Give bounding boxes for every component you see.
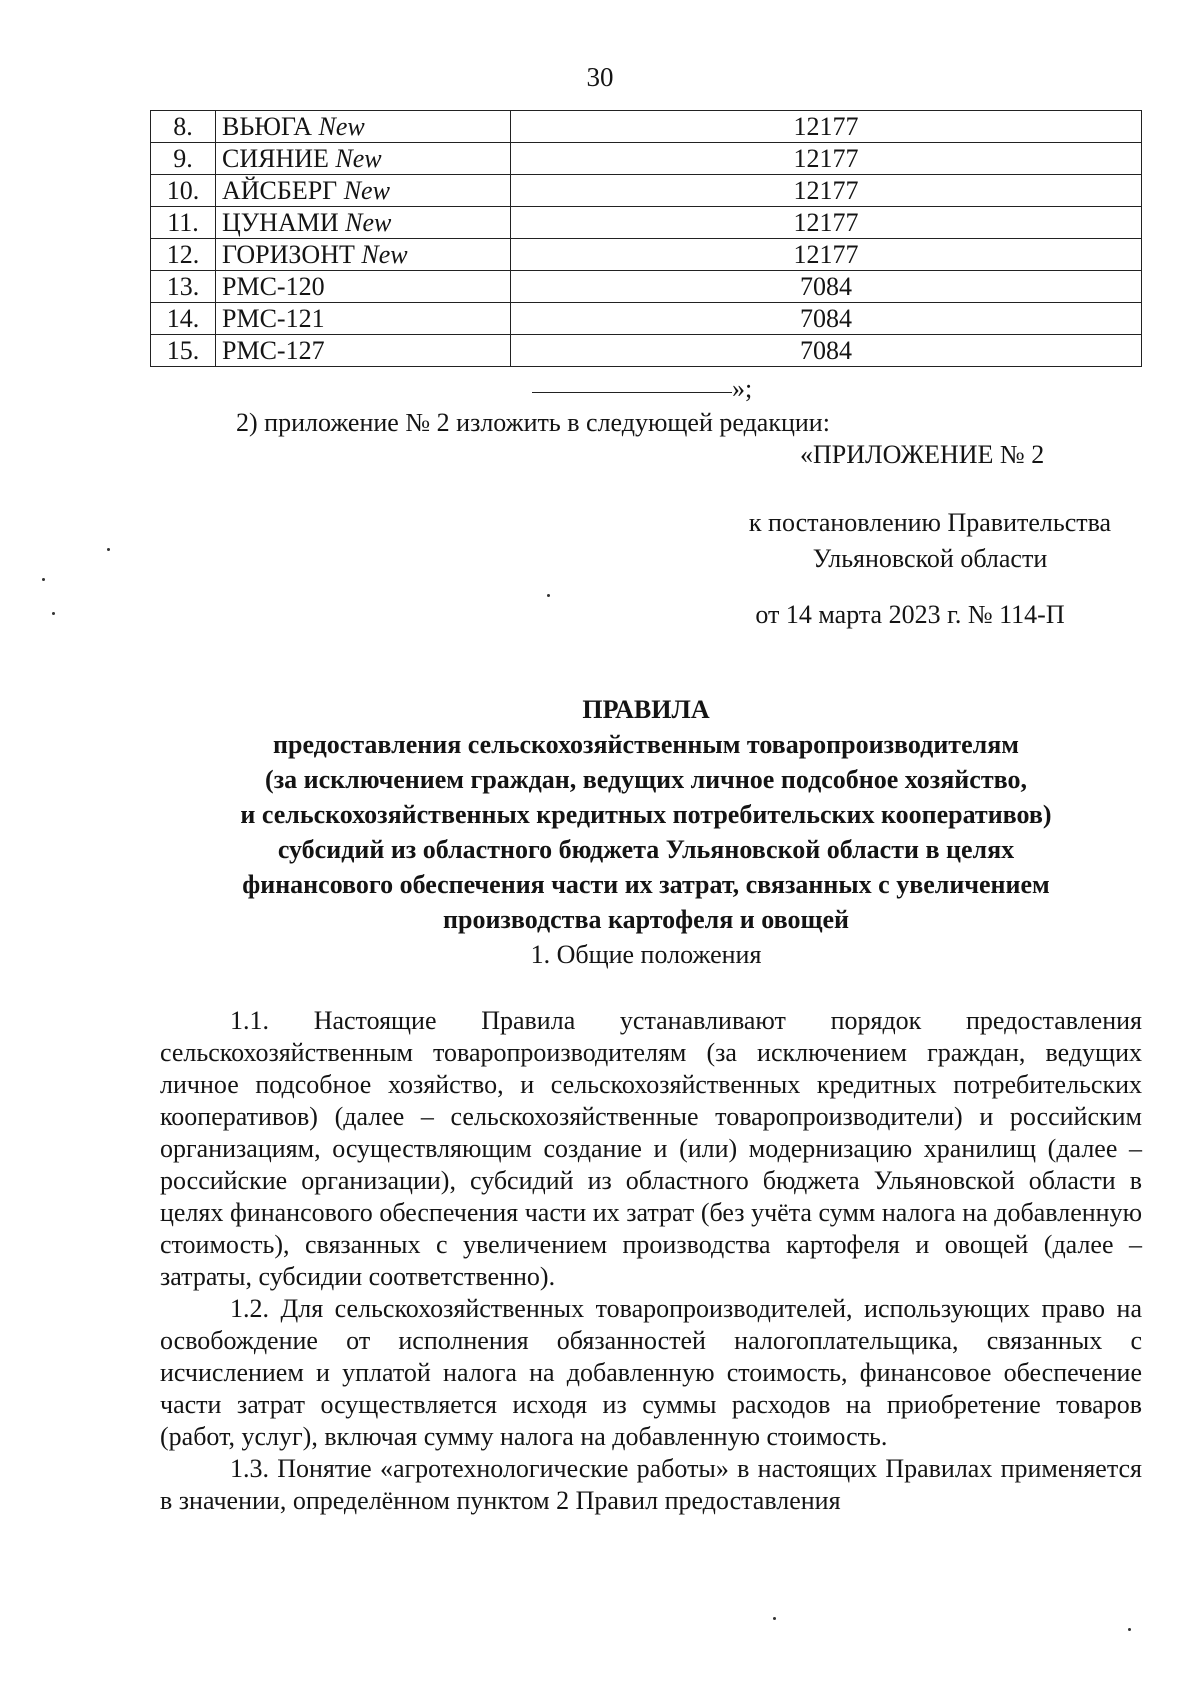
item-name-cell (216, 175, 511, 207)
item-series: New (345, 207, 392, 237)
paragraph: 1.2. Для сельскохозяйственных товаропроизводителей, использующих право на освобождение от исполнения обязанностей налогоплательщика, связанных с исчислением и уплатой налога на добавленную стоимость, финансовое обеспечение части затрат осуществляется исходя из суммы расходов на приобретение товаров (работ, услуг), включая сумму налога на добавленную стоимость. (160, 1294, 1142, 1451)
page-number: 30 (586, 62, 614, 92)
scan-speck (773, 1617, 776, 1620)
table-row (151, 239, 1142, 271)
table-row (151, 271, 1142, 303)
item-name: ГОРИЗОНТ (222, 239, 355, 269)
item-name-cell (216, 143, 511, 175)
item-value: 12177 (511, 207, 1142, 239)
row-number: 15. (151, 335, 216, 367)
item-name-cell (216, 239, 511, 271)
item-name-cell (216, 303, 511, 335)
paragraph: 1.3. Понятие «агротехнологические работы» в настоящих Правилах применяется в значении, определённом пунктом 2 Правил предоставления (160, 1454, 1142, 1515)
appendix-title: «ПРИЛОЖЕНИЕ № 2 (800, 440, 1045, 469)
item-value: 7084 (511, 271, 1142, 303)
resolution-line: к постановлению Правительства (748, 508, 1112, 537)
resolution-block (720, 505, 1140, 577)
section-title: 1. Общие положения (530, 940, 762, 969)
row-number: 14. (151, 303, 216, 335)
item-name-cell (216, 271, 511, 303)
item-value: 12177 (511, 175, 1142, 207)
item-value: 7084 (511, 303, 1142, 335)
body-text (160, 1005, 1142, 1517)
heading-line: предоставления сельскохозяйственным товаропроизводителям (273, 730, 1019, 759)
closing-rule (532, 392, 732, 393)
item-name: РМС-121 (222, 303, 325, 333)
item-series: New (343, 175, 390, 205)
amendment-text: 2) приложение № 2 изложить в следующей редакции: (236, 408, 830, 437)
table-row (151, 207, 1142, 239)
heading-line: финансового обеспечения части их затрат, связанных с увеличением (242, 870, 1050, 899)
item-series: New (361, 239, 408, 269)
row-number: 8. (151, 111, 216, 143)
scan-speck (107, 548, 110, 551)
heading-title: ПРАВИЛА (582, 695, 710, 724)
item-name-cell (216, 207, 511, 239)
item-series: New (318, 111, 365, 141)
heading-line: (за исключением граждан, ведущих личное подсобное хозяйство, (265, 765, 1027, 794)
table-row (151, 303, 1142, 335)
table-row (151, 175, 1142, 207)
heading-line: субсидий из областного бюджета Ульяновской области в целях (277, 835, 1015, 864)
scan-speck (547, 594, 550, 597)
table-row (151, 143, 1142, 175)
heading-line: и сельскохозяйственных кредитных потребительских кооперативов) (240, 800, 1052, 829)
item-name: РМС-120 (222, 271, 325, 301)
item-value: 12177 (511, 143, 1142, 175)
item-value: 12177 (511, 239, 1142, 271)
resolution-date: от 14 марта 2023 г. № 114-П (755, 600, 1065, 629)
heading-line: производства картофеля и овощей (443, 905, 849, 934)
rules-heading (150, 692, 1142, 937)
item-name: ВЬЮГА (222, 111, 312, 141)
scan-speck (52, 612, 55, 615)
scan-speck (1128, 1628, 1131, 1631)
table-closing-line (532, 374, 752, 404)
paragraph: 1.1. Настоящие Правила устанавливают порядок предоставления сельскохозяйственным товаропроизводителям (за исключением граждан, ведущих личное подсобное хозяйство, и сельскохозяйственных кредитных потребительских кооперативов) (далее – сельскохозяйственные товаропроизводители) и российским организациям, осуществляющим создание и (или) модернизацию хранилищ (далее – российские организации), субсидий из областного бюджета Ульяновской области в целях финансового обеспечения части их затрат (без учёта сумм налога на добавленную стоимость), связанных с увеличением производства картофеля и овощей (далее – затраты, субсидии соответственно). (160, 1006, 1142, 1291)
row-number: 11. (151, 207, 216, 239)
row-number: 13. (151, 271, 216, 303)
row-number: 9. (151, 143, 216, 175)
row-number: 12. (151, 239, 216, 271)
item-value: 7084 (511, 335, 1142, 367)
closing-quote: »; (732, 374, 753, 403)
resolution-line: Ульяновской области (812, 544, 1048, 573)
item-series: New (335, 143, 382, 173)
table-row (151, 335, 1142, 367)
item-name: ЦУНАМИ (222, 207, 339, 237)
table-row (151, 111, 1142, 143)
item-name: АЙСБЕРГ (222, 175, 338, 205)
item-name-cell (216, 111, 511, 143)
items-table (150, 110, 1142, 367)
item-value: 12177 (511, 111, 1142, 143)
item-name: РМС-127 (222, 335, 325, 365)
scan-speck (42, 578, 45, 581)
row-number: 10. (151, 175, 216, 207)
item-name: СИЯНИЕ (222, 143, 329, 173)
item-name-cell (216, 335, 511, 367)
